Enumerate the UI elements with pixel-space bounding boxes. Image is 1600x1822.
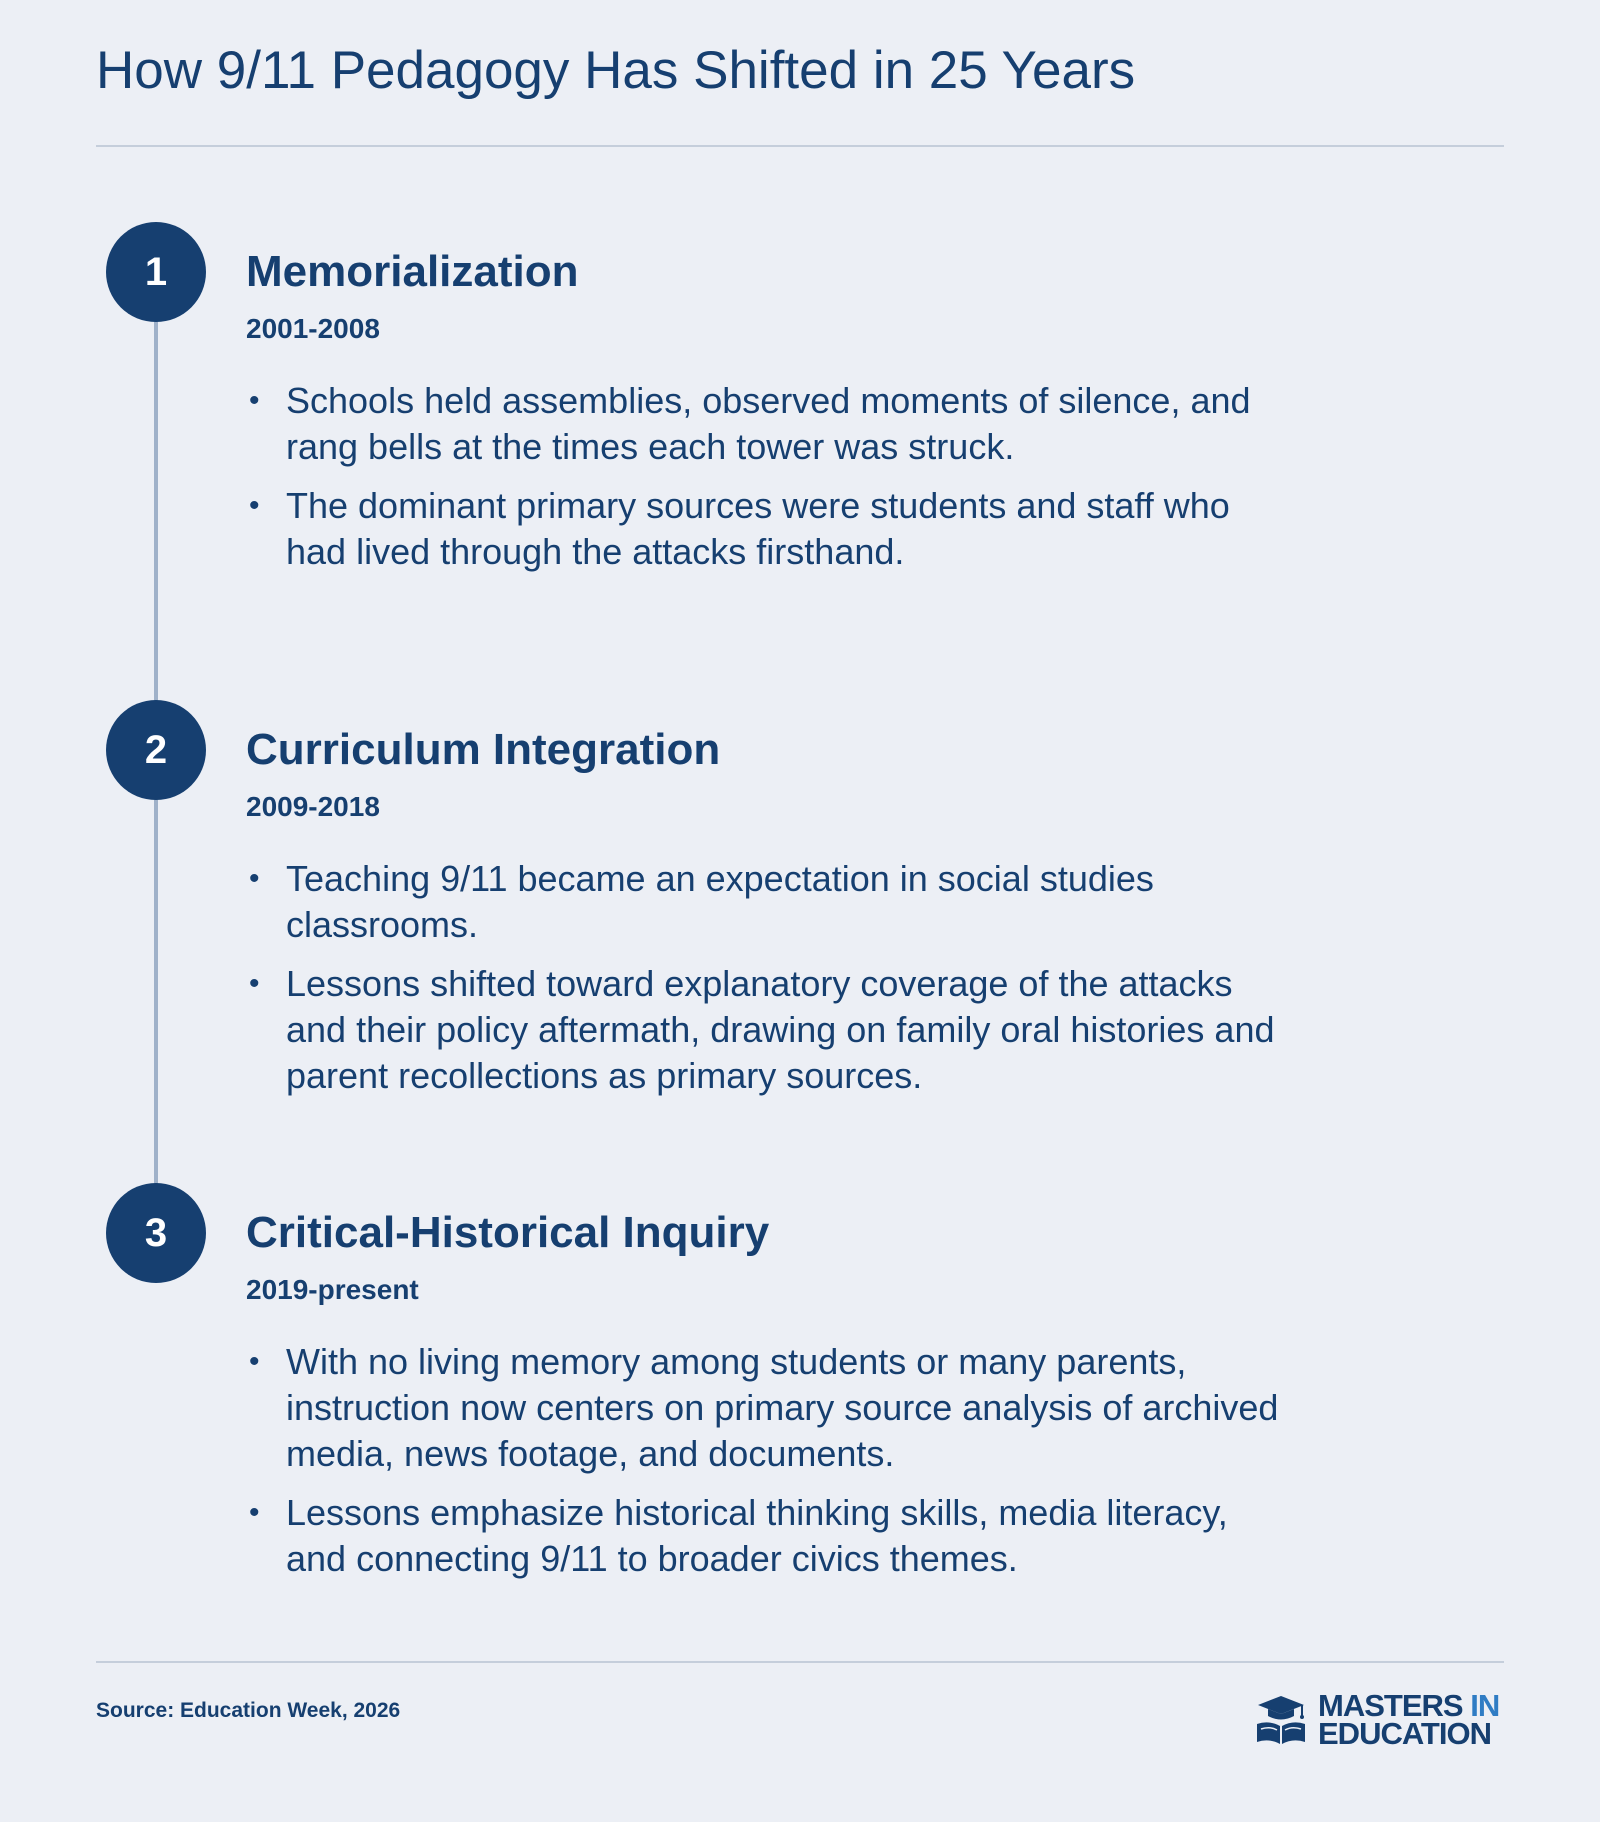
phase-years: 2019-present <box>246 1274 419 1305</box>
phase-bullet-list <box>246 1339 1296 1582</box>
step-number-badge: 2 <box>106 700 206 800</box>
bullet-item <box>246 1339 1296 1477</box>
bullet-item <box>246 483 1296 575</box>
bullet-dot: • <box>249 1345 260 1378</box>
bullet-dot: • <box>249 1496 260 1529</box>
bullet-dot: • <box>249 967 260 1000</box>
timeline-phase <box>246 724 1296 1112</box>
timeline-connector <box>154 300 158 720</box>
logo-word-education: EDUCATION <box>1318 1716 1491 1751</box>
masters-in-education-logo <box>1254 1690 1499 1750</box>
timeline-phase <box>246 1207 1296 1595</box>
phase-years: 2009-2018 <box>246 791 380 822</box>
logo-word-masters: MASTERS <box>1318 1688 1463 1723</box>
bullet-item <box>246 856 1296 948</box>
bullet-text: With no living memory among students or many parents, instruction now centers on primary source analysis of archived media, news footage, and documents. <box>286 1341 1279 1474</box>
bullet-text: Lessons shifted toward explanatory coverage of the attacks and their policy aftermath, drawing on family oral histories and parent recollections as primary sources. <box>286 963 1275 1096</box>
step-number-badge: 3 <box>106 1183 206 1283</box>
bullet-item <box>246 1490 1296 1582</box>
source-citation: Source: Education Week, 2026 <box>96 1699 401 1722</box>
top-divider <box>96 145 1504 147</box>
timeline-connector <box>154 778 158 1208</box>
bullet-text: Lessons emphasize historical thinking skills, media literacy, and connecting 9/11 to broader civics themes. <box>286 1492 1228 1579</box>
phase-bullet-list <box>246 856 1296 1099</box>
phase-title: Memorialization <box>246 247 579 296</box>
logo-word-in: IN <box>1470 1688 1500 1723</box>
phase-title: Curriculum Integration <box>246 725 721 774</box>
phase-years: 2001-2008 <box>246 313 380 344</box>
bullet-text: The dominant primary sources were students and staff who had lived through the attacks firsthand. <box>286 485 1230 572</box>
graduation-cap-book-icon <box>1254 1694 1308 1746</box>
bullet-dot: • <box>249 489 260 522</box>
bullet-dot: • <box>249 384 260 417</box>
phase-title: Critical-Historical Inquiry <box>246 1208 770 1257</box>
timeline-phase <box>246 246 1296 588</box>
bullet-item <box>246 961 1296 1099</box>
bullet-text: Teaching 9/11 became an expectation in social studies classrooms. <box>286 858 1154 945</box>
bullet-item <box>246 378 1296 470</box>
page-title: How 9/11 Pedagogy Has Shifted in 25 Years <box>96 41 1136 100</box>
bullet-dot: • <box>249 862 260 895</box>
step-number-badge: 1 <box>106 222 206 322</box>
bottom-divider <box>96 1661 1504 1663</box>
logo-wordmark <box>1318 1688 1500 1751</box>
bullet-text: Schools held assemblies, observed moments of silence, and rang bells at the times each tower was struck. <box>286 380 1251 467</box>
phase-bullet-list <box>246 378 1296 575</box>
